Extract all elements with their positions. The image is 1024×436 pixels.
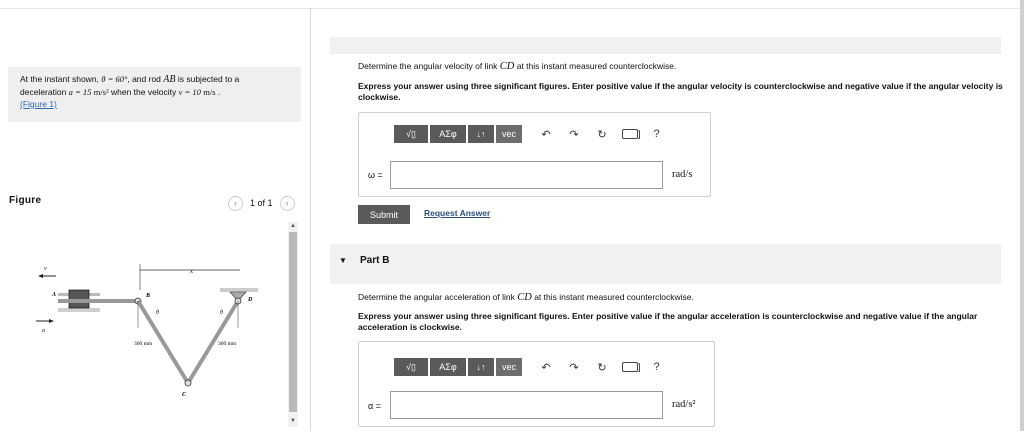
velocity-unit: m/s (203, 87, 216, 97)
arrow-head-icon (49, 319, 54, 323)
part-a-answer-box (358, 112, 711, 197)
v-label: v (44, 266, 47, 272)
rod-name: AB (163, 74, 176, 85)
problem-text: deceleration (20, 87, 69, 97)
reset-icon[interactable]: ↻ (597, 361, 607, 374)
pin-C (185, 380, 191, 386)
keyboard-suffix: ] (638, 129, 641, 139)
length-label: 300 mm (134, 341, 153, 347)
mechanism-diagram (8, 218, 288, 431)
link-name: CD (499, 61, 515, 72)
omega-input[interactable] (390, 161, 663, 189)
omega-label: ω = (368, 170, 383, 180)
templates-icon: √▯ (406, 361, 416, 372)
templates-button[interactable] (394, 358, 428, 376)
page-scrollbar[interactable] (1020, 0, 1024, 431)
help-icon[interactable]: ? (653, 128, 660, 140)
greek-button[interactable] (430, 125, 466, 143)
part-b-header[interactable] (330, 244, 1001, 284)
part-b-instructions: Express your answer using three significant figures. Enter positive value if the angular acceleration is counterclockwise and negative value if the angular acceleration is clockwise. (358, 311, 978, 332)
keyboard-suffix: ] (638, 362, 641, 372)
rail (58, 308, 100, 312)
collapse-triangle-icon[interactable]: ▼ (339, 256, 347, 265)
chevron-left-icon: ‹ (234, 198, 237, 208)
pane-divider (310, 8, 311, 431)
request-answer-link[interactable]: Request Answer (424, 208, 491, 218)
arrows-icon: ↓↑ (476, 129, 486, 139)
greek-button[interactable] (430, 358, 466, 376)
figure-link[interactable]: (Figure 1) (20, 99, 57, 109)
templates-icon: √▯ (406, 128, 416, 139)
a-label: a (42, 328, 45, 334)
part-a-instructions: Express your answer using three significant figures. Enter positive value if the angular velocity is counterclockwise and negative value if the angular velocity is clockwise. (358, 81, 1003, 102)
arrows-button[interactable] (468, 358, 494, 376)
problem-text: At the instant shown, (20, 74, 102, 84)
scroll-up-icon[interactable]: ▲ (290, 223, 296, 229)
theta-label: θ (156, 310, 159, 316)
scroll-down-icon[interactable]: ▼ (290, 418, 296, 424)
templates-button[interactable] (394, 125, 428, 143)
problem-line-2 (20, 86, 289, 98)
vec-button[interactable] (496, 358, 522, 376)
undo-icon[interactable]: ↶ (541, 361, 551, 374)
help-icon[interactable]: ? (653, 361, 660, 373)
prev-figure-button[interactable] (228, 196, 243, 211)
problem-statement (8, 67, 301, 122)
point-B-label: B (146, 293, 151, 299)
figure-title: Figure (9, 195, 42, 206)
alpha-label: α = (368, 401, 381, 411)
question-text: Determine the angular acceleration of link (358, 292, 518, 302)
left-pane (0, 0, 312, 431)
alpha-input[interactable] (390, 391, 663, 419)
question-text: at this instant measured counterclockwise. (531, 292, 694, 302)
figure-scrollbar-thumb[interactable] (289, 232, 297, 412)
theta-label: θ (220, 310, 223, 316)
figure-pager (228, 195, 300, 211)
accel-value: a = 15 (68, 87, 92, 97)
part-b-question (358, 292, 694, 303)
math-toolbar (394, 125, 663, 143)
part-b-answer-box (358, 341, 715, 427)
submit-button[interactable]: Submit (358, 205, 410, 224)
greek-icon: ΑΣφ (439, 129, 457, 139)
length-label: 300 mm (218, 341, 237, 347)
x-label: x (190, 267, 194, 275)
keyboard-icon[interactable] (622, 129, 638, 139)
keyboard-icon[interactable] (622, 362, 638, 372)
velocity-value: v = 10 (178, 87, 201, 97)
arrow-head-icon (38, 274, 43, 278)
vec-icon: vec (501, 362, 516, 372)
problem-text: , and rod (127, 74, 164, 84)
part-b-title: Part B (360, 255, 390, 266)
problem-text: is subjected to a (175, 74, 240, 84)
point-C-label: C (182, 392, 187, 398)
point-A-label: A (52, 292, 57, 298)
redo-icon[interactable]: ↷ (569, 128, 579, 141)
ground-support (220, 288, 258, 292)
link-name: CD (517, 292, 532, 303)
omega-unit: rad/s (672, 169, 693, 180)
arrows-icon: ↓↑ (476, 362, 486, 372)
alpha-unit: rad/s² (672, 399, 696, 410)
chevron-right-icon: › (285, 198, 289, 208)
math-toolbar (394, 358, 663, 376)
part-a-question (358, 61, 676, 72)
reset-icon[interactable]: ↻ (597, 128, 607, 141)
arrows-button[interactable] (468, 125, 494, 143)
problem-text: . (215, 87, 221, 97)
question-text: Determine the angular velocity of link (358, 61, 500, 71)
question-text: at this instant measured counterclockwise. (514, 61, 677, 71)
part-a-header-band (330, 37, 1001, 54)
point-D-label: D (248, 297, 253, 303)
vec-icon: vec (501, 129, 516, 139)
problem-text: when the velocity (108, 87, 179, 97)
theta-value: θ = 60° (101, 74, 128, 84)
next-figure-button[interactable] (280, 196, 295, 211)
accel-unit: m/s² (93, 87, 109, 97)
redo-icon[interactable]: ↷ (569, 361, 579, 374)
figure-page-count: 1 of 1 (250, 198, 273, 208)
greek-icon: ΑΣφ (439, 362, 457, 372)
undo-icon[interactable]: ↶ (541, 128, 551, 141)
problem-line-1 (20, 73, 289, 86)
figure-image (8, 218, 300, 431)
vec-button[interactable] (496, 125, 522, 143)
